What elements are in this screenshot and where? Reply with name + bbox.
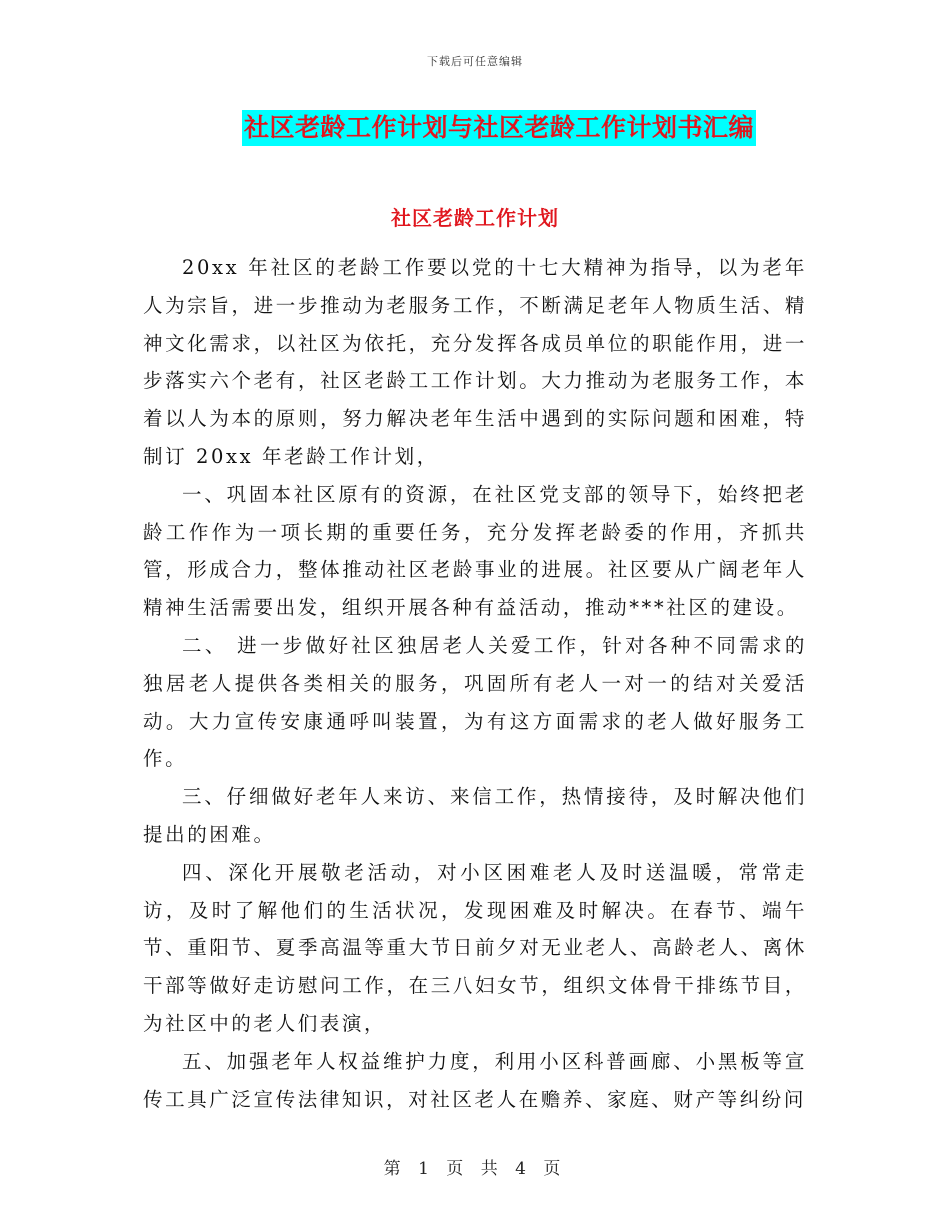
header-note: 下载后可任意编辑 (427, 55, 523, 68)
paragraph-item-3: 三、仔细做好老年人来访、来信工作，热情接待，及时解决他们提出的困难。 (143, 785, 807, 846)
paragraph-intro: 20xx 年社区的老龄工作要以党的十七大精神为指导，以为老年人为宗旨，进一步推动为老服务工作，不断满足老年人物质生活、精神文化需求，以社区为依托，充分发挥各成员单位的职能作用，进一步落实六个老有，社区老龄工工作计划。大力推动为老服务工作，本着以人为本的原则，努力解决老年生活中遇到的实际问题和困难，特制订 20xx 年老龄工作计划， (143, 256, 807, 468)
document-body (143, 249, 807, 1118)
paragraph-item-5: 五、加强老年人权益维护力度，利用小区科普画廊、小黑板等宣传工具广泛宣传法律知识，对社区老人在赡养、家庭、财产等纠纷问 (143, 1049, 807, 1111)
paragraph-item-2: 二、 进一步做好社区独居老人关爱工作，针对各种不同需求的独居老人提供各类相关的服务，巩固所有老人一对一的结对关爱活动。大力宣传安康通呼叫装置，为有这方面需求的老人做好服务工作。 (143, 633, 807, 771)
section-title: 社区老龄工作计划 (391, 206, 559, 230)
page-number-footer: 第 1 页 共 4 页 (383, 1159, 567, 1179)
document-title: 社区老龄工作计划与社区老龄工作计划书汇编 (242, 110, 756, 146)
document-title-container (0, 110, 950, 146)
paragraph-item-4: 四、深化开展敬老活动，对小区困难老人及时送温暖，常常走访，及时了解他们的生活状况，发现困难及时解决。在春节、端午节、重阳节、夏季高温等重大节日前夕对无业老人、高龄老人、离休干部等做好走访慰问工作，在三八妇女节，组织文体骨干排练节目，为社区中的老人们表演， (143, 860, 807, 1035)
paragraph-item-1: 一、巩固本社区原有的资源，在社区党支部的领导下，始终把老龄工作作为一项长期的重要任务，充分发挥老龄委的作用，齐抓共管，形成合力，整体推动社区老龄事业的进展。社区要从广阔老年人精神生活需要出发，组织开展各种有益活动，推动***社区的建设。 (143, 482, 807, 620)
